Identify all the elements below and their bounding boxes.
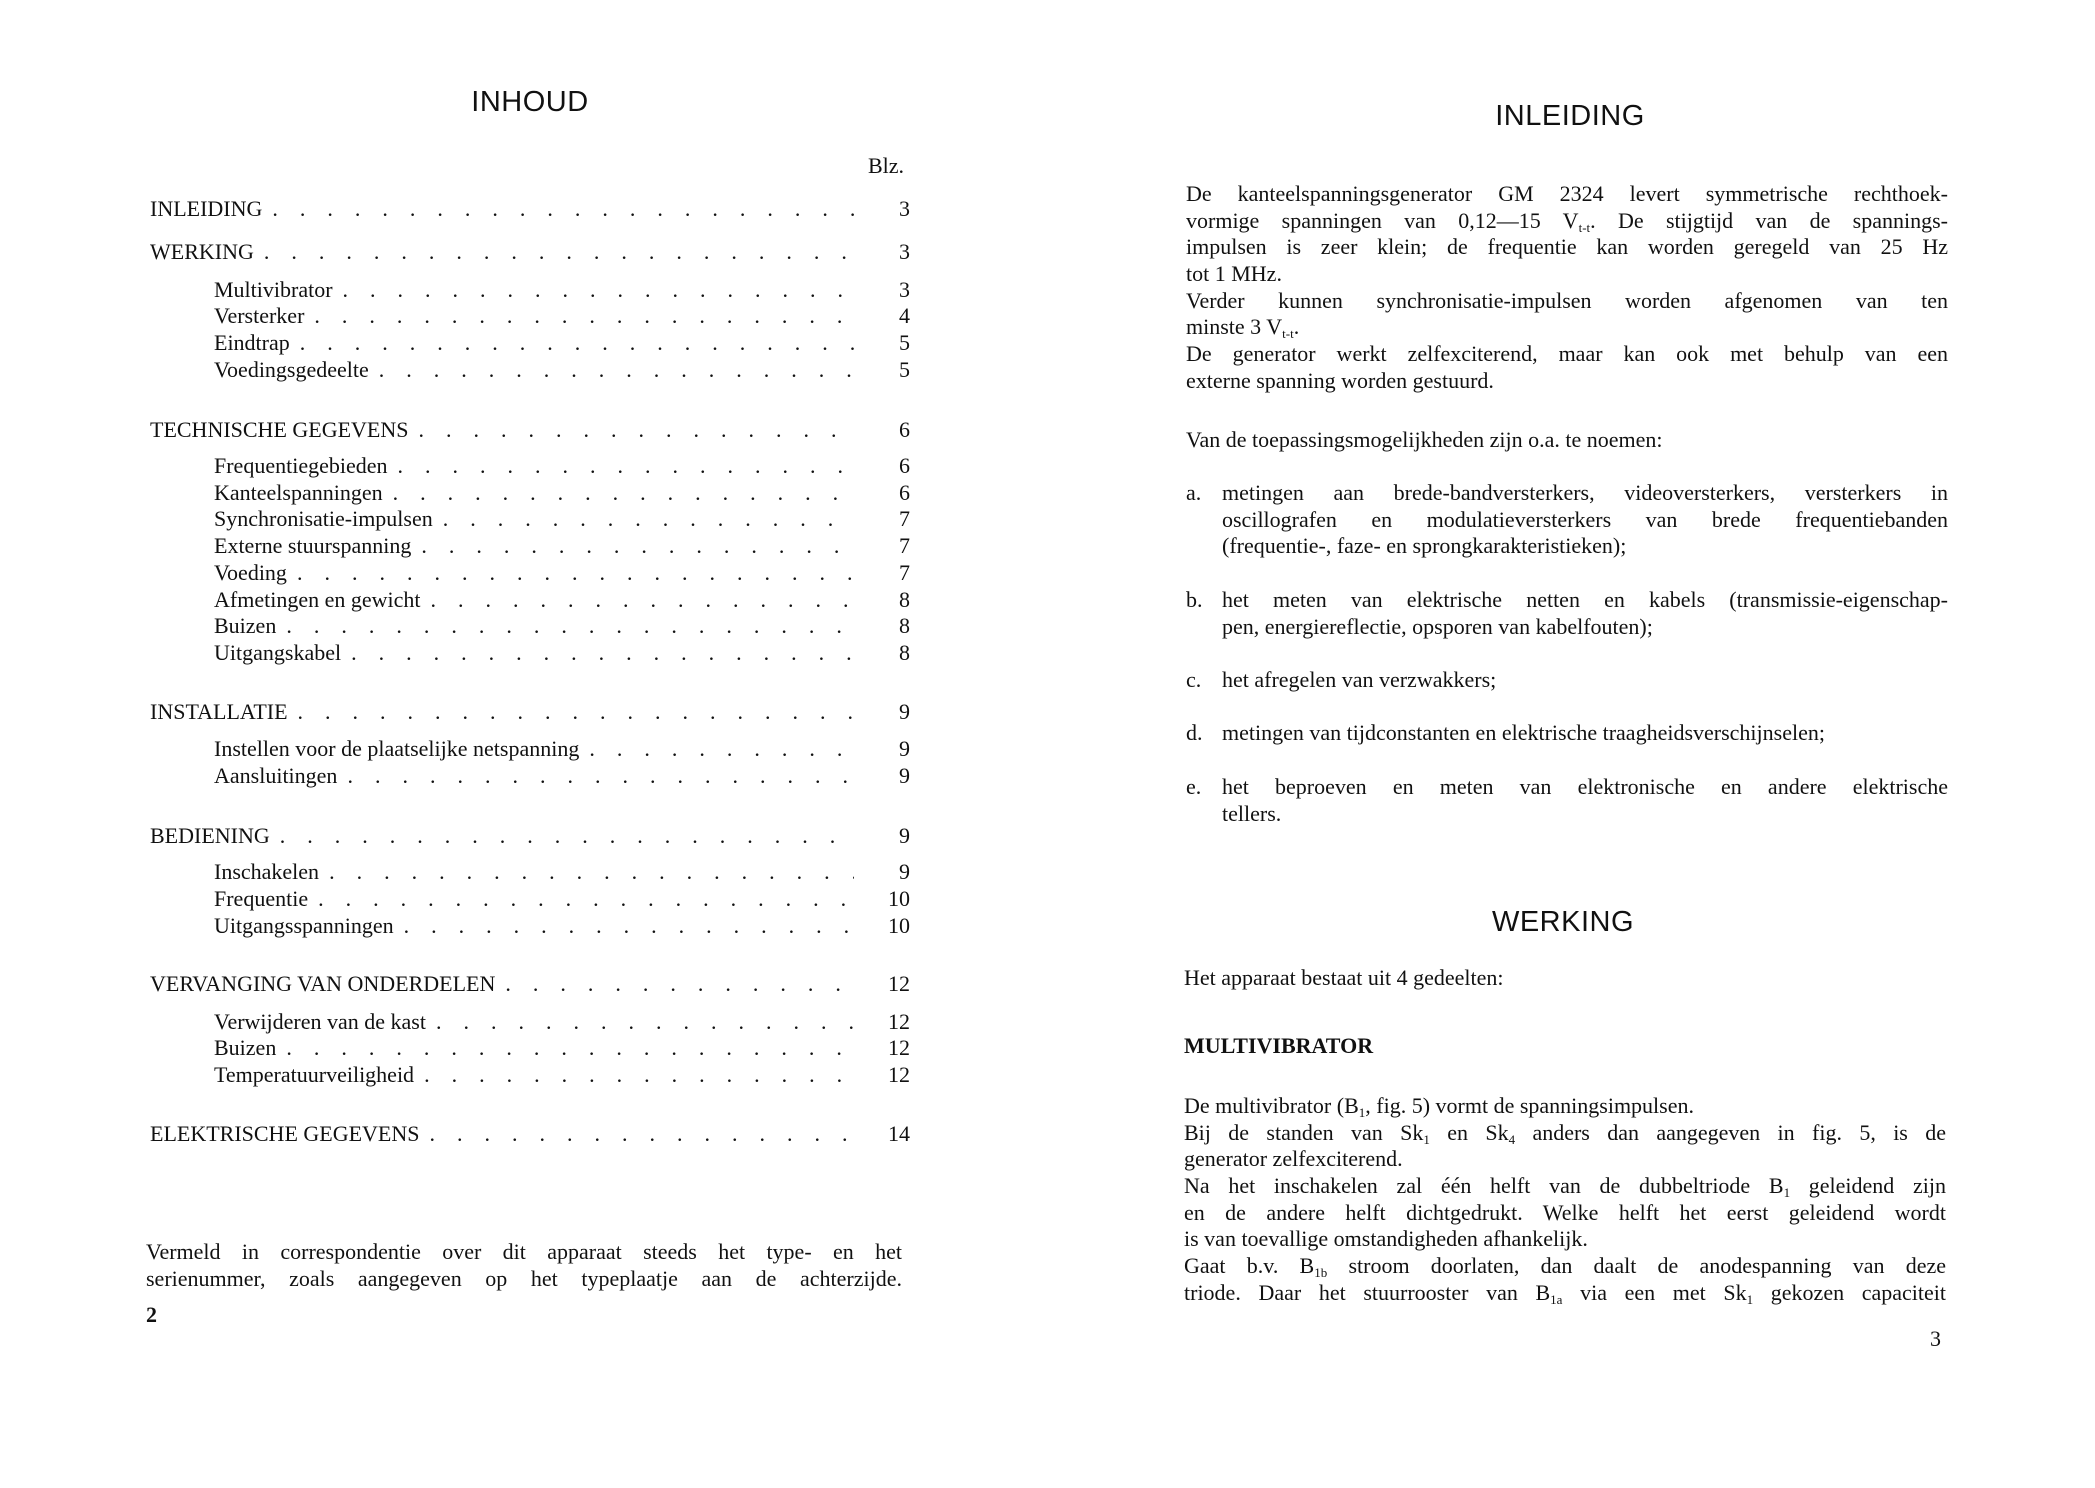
- page-column-header: Blz.: [868, 153, 905, 178]
- toc-leader-dots: [589, 735, 854, 762]
- list-item: [1222, 667, 1948, 694]
- paragraph-line: externe spanning worden gestuurd.: [1186, 367, 1494, 393]
- correspondence-note: [146, 1239, 902, 1292]
- paragraph-line: is van toevallige omstandigheden afhankelijk.: [1184, 1226, 1588, 1252]
- toc-leader-dots: [351, 639, 854, 666]
- toc-entry-label: Inschakelen: [214, 859, 320, 884]
- list-item-line: oscillografen en modulatieversterkers van brede frequentiebanden: [1222, 506, 1948, 532]
- toc-entry-page: 9: [899, 736, 910, 761]
- toc-entry-label: Voedingsgedeelte: [214, 357, 369, 382]
- toc-entry-page: 12: [888, 1062, 910, 1087]
- toc-entry-page: 14: [888, 1121, 910, 1146]
- toc-entry: [214, 762, 910, 789]
- toc-entry-page: 10: [888, 886, 910, 911]
- list-item-line: metingen aan brede-bandversterkers, videoversterkers, versterkers in: [1222, 480, 1948, 505]
- toc-entry-page: 8: [899, 613, 910, 638]
- list-item-line: het afregelen van verzwakkers;: [1222, 667, 1497, 692]
- subscript: 1: [1746, 1291, 1754, 1307]
- subscript: 1: [1423, 1131, 1430, 1147]
- paragraph-line: De multivibrator ($B_1$, fig. 5) vormt de spanningsimpulsen.: [1184, 1093, 1694, 1120]
- toc-leader-dots: [329, 858, 854, 885]
- toc-entry-page: 9: [899, 859, 910, 884]
- list-item-line: het beproeven en meten van elektronische en andere elektrische: [1222, 774, 1948, 799]
- list-item: [1222, 587, 1948, 640]
- subsection-title-multivibrator: MULTIVIBRATOR: [1184, 1033, 1374, 1058]
- toc-leader-dots: [343, 276, 854, 303]
- toc-entry-label: Buizen: [214, 1035, 277, 1060]
- toc-entry-page: 6: [899, 417, 910, 442]
- list-item: [1222, 720, 1948, 747]
- paragraph-line: triode. Daar het stuurrooster van $B_{1a}$ via een met $Sk_1$ gekozen capaciteit: [1184, 1279, 1947, 1307]
- toc-leader-dots: [398, 452, 855, 479]
- toc-leader-dots: [505, 970, 854, 997]
- toc-entry: [214, 559, 910, 586]
- paragraph-line: generator zelfexciterend.: [1184, 1146, 1403, 1172]
- list-item-line: het meten van elektrische netten en kabels (transmissie-eigenschap-: [1222, 587, 1948, 612]
- subscript: 1: [1783, 1185, 1791, 1201]
- toc-entry-page: 3: [899, 196, 910, 221]
- list-item-letter: c.: [1186, 667, 1202, 692]
- toc-entry: [214, 612, 910, 639]
- toc-leader-dots: [314, 302, 854, 329]
- toc-leader-dots: [286, 1034, 854, 1061]
- toc-entry-label: Uitgangskabel: [214, 640, 342, 665]
- toc-entry-label: Instellen voor de plaatselijke netspanning: [214, 736, 580, 761]
- toc-entry-label: Frequentiegebieden: [214, 453, 388, 478]
- toc-entry: [214, 912, 910, 939]
- page-number-left: 2: [146, 1302, 157, 1327]
- toc-entry: [214, 858, 910, 885]
- toc-entry: [214, 1061, 910, 1088]
- toc-entry-page: 5: [899, 357, 910, 382]
- toc-entry-page: 9: [899, 823, 910, 848]
- list-item: [1222, 480, 1948, 560]
- toc-entry-label: Voeding: [214, 560, 287, 585]
- toc-entry-label: TECHNISCHE GEGEVENS: [150, 417, 409, 442]
- toc-leader-dots: [431, 586, 855, 613]
- toc-leader-dots: [300, 329, 854, 356]
- list-item-letter: b.: [1186, 587, 1203, 612]
- toc-entry: [214, 479, 910, 506]
- toc-entry-page: 3: [899, 239, 910, 264]
- toc-entry-page: 7: [899, 533, 910, 558]
- toc-entry-label: Eindtrap: [214, 330, 290, 355]
- toc-entry: [214, 1008, 910, 1035]
- toc-entry-label: Kanteelspanningen: [214, 480, 383, 505]
- paragraph-line: Na het inschakelen zal één helft van de dubbeltriode $B_1$ geleidend zijn: [1184, 1173, 1946, 1201]
- toc-entry-label: Uitgangsspanningen: [214, 913, 394, 938]
- toc-entry-label: BEDIENING: [150, 823, 270, 848]
- section-title-inleiding: INLEIDING: [1495, 100, 1645, 132]
- toc-entry-page: 7: [899, 560, 910, 585]
- toc-entry-label: Synchronisatie-impulsen: [214, 506, 433, 531]
- toc-leader-dots: [421, 532, 854, 559]
- multivibrator-paragraph: [1184, 1093, 1946, 1307]
- toc-entry: [214, 735, 910, 762]
- toc-entry: [150, 698, 910, 725]
- toc-entry: [214, 586, 910, 613]
- toc-entry-label: Externe stuurspanning: [214, 533, 412, 558]
- toc-leader-dots: [393, 479, 854, 506]
- toc-leader-dots: [424, 1061, 854, 1088]
- paragraph-line: vormige spanningen van 0,12—15 $V_{t-t}$. De stijgtijd van de spannings-: [1186, 207, 1948, 235]
- section-title-werking: WERKING: [1491, 906, 1635, 938]
- toc-title: INHOUD: [471, 86, 589, 118]
- toc-entry-label: ELEKTRISCHE GEGEVENS: [150, 1121, 420, 1146]
- subscript: t-t: [1578, 219, 1591, 235]
- toc-leader-dots: [419, 416, 855, 443]
- toc-leader-dots: [286, 612, 854, 639]
- toc-entry-label: INSTALLATIE: [150, 699, 288, 724]
- list-item-line: (frequentie-, faze- en sprongkarakteristieken);: [1222, 533, 1627, 559]
- toc-leader-dots: [272, 195, 854, 222]
- toc-entry: [214, 639, 910, 666]
- paragraph-line: minste 3 $V_{t-t}$.: [1186, 314, 1300, 342]
- toc-entry-label: Frequentie: [214, 886, 309, 911]
- toc-entry-label: Buizen: [214, 613, 277, 638]
- toc-entry-label: Aansluitingen: [214, 763, 338, 788]
- toc-entry-page: 12: [888, 971, 910, 996]
- list-item: [1222, 774, 1948, 827]
- paragraph-line: tot 1 MHz.: [1186, 261, 1282, 287]
- toc-entry-label: WERKING: [150, 239, 254, 264]
- toc-entry-label: Multivibrator: [214, 277, 333, 302]
- list-item-line: pen, energiereflectie, opsporen van kabelfouten);: [1222, 613, 1653, 639]
- paragraph-line: en de andere helft dichtgedrukt. Welke helft het eerst geleidend wordt: [1184, 1199, 1946, 1225]
- toc-leader-dots: [429, 1120, 854, 1147]
- toc-entry-page: 9: [899, 763, 910, 788]
- toc-entry: [150, 238, 910, 265]
- toc-entry-label: INLEIDING: [150, 196, 263, 221]
- applications-intro: Van de toepassingsmogelijkheden zijn o.a. te noemen:: [1186, 427, 1663, 452]
- toc-entry: [150, 195, 910, 222]
- paragraph-line: Verder kunnen synchronisatie-impulsen worden afgenomen van ten: [1186, 287, 1948, 313]
- toc-entry-page: 7: [899, 506, 910, 531]
- toc-leader-dots: [297, 559, 854, 586]
- toc-entry: [214, 329, 910, 356]
- toc-entry: [150, 1120, 910, 1147]
- paragraph-line: De generator werkt zelfexciterend, maar kan ook met behulp van een: [1186, 341, 1948, 367]
- toc-entry: [214, 356, 910, 383]
- toc-leader-dots: [280, 822, 854, 849]
- toc-entry-page: 9: [899, 699, 910, 724]
- toc-leader-dots: [347, 762, 854, 789]
- toc-entry-page: 12: [888, 1009, 910, 1034]
- toc-leader-dots: [436, 1008, 854, 1035]
- page-number-right: 3: [1930, 1326, 1941, 1351]
- toc-leader-dots: [318, 885, 854, 912]
- toc-entry: [150, 970, 910, 997]
- toc-entry-page: 12: [888, 1035, 910, 1060]
- toc-entry: [214, 452, 910, 479]
- toc-entry-page: 3: [899, 277, 910, 302]
- toc-leader-dots: [404, 912, 854, 939]
- note-line: serienummer, zoals aangegeven op het typeplaatje aan de achterzijde.: [146, 1265, 902, 1291]
- paragraph-line: impulsen is zeer klein; de frequentie kan worden geregeld van 25 Hz: [1186, 234, 1948, 260]
- subscript: 1a: [1550, 1291, 1563, 1307]
- paragraph-line: Bij de standen van $Sk_1$ en $Sk_4$ anders dan aangegeven in fig. 5, is de: [1184, 1119, 1947, 1147]
- toc-entry: [214, 302, 910, 329]
- subscript: t-t: [1282, 326, 1294, 342]
- toc-leader-dots: [264, 238, 854, 265]
- toc-entry: [214, 505, 910, 532]
- list-item-letter: e.: [1186, 774, 1202, 799]
- toc-entry-page: 6: [899, 453, 910, 478]
- toc-entry: [214, 1034, 910, 1061]
- toc-entry: [214, 532, 910, 559]
- toc-entry-page: 10: [888, 913, 910, 938]
- list-item-letter: d.: [1186, 720, 1203, 745]
- toc-entry-page: 4: [899, 303, 910, 328]
- toc-leader-dots: [443, 505, 854, 532]
- subscript: 1b: [1314, 1265, 1328, 1281]
- intro-paragraph: [1186, 181, 1948, 395]
- toc-leader-dots: [379, 356, 854, 383]
- toc-entry: [150, 416, 910, 443]
- toc-entry-page: 8: [899, 640, 910, 665]
- toc-entry-page: 8: [899, 587, 910, 612]
- list-item-line: tellers.: [1222, 800, 1282, 826]
- list-item-line: metingen van tijdconstanten en elektrische traagheidsverschijnselen;: [1222, 720, 1825, 745]
- toc-entry-label: VERVANGING VAN ONDERDELEN: [150, 971, 496, 996]
- note-line: Vermeld in correspondentie over dit apparaat steeds het type- en het: [146, 1239, 902, 1264]
- toc-entry-label: Afmetingen en gewicht: [214, 587, 421, 612]
- toc-entry: [214, 276, 910, 303]
- toc-entry: [214, 885, 910, 912]
- paragraph-line: De kanteelspanningsgenerator GM 2324 levert symmetrische rechthoek-: [1186, 181, 1948, 206]
- toc-leader-dots: [298, 698, 854, 725]
- werking-intro: Het apparaat bestaat uit 4 gedeelten:: [1184, 965, 1504, 990]
- toc-entry-page: 6: [899, 480, 910, 505]
- toc-entry-page: 5: [899, 330, 910, 355]
- toc-entry-label: Verwijderen van de kast: [214, 1009, 426, 1034]
- toc-entry: [150, 822, 910, 849]
- paragraph-line: Gaat b.v. $B_{1b}$ stroom doorlaten, dan daalt de anodespanning van deze: [1184, 1253, 1946, 1281]
- list-item-letter: a.: [1186, 480, 1202, 505]
- toc-entry-label: Versterker: [214, 303, 305, 328]
- subscript: 1: [1358, 1105, 1366, 1120]
- toc-entry-label: Temperatuurveiligheid: [214, 1062, 415, 1087]
- subscript: 4: [1508, 1131, 1516, 1147]
